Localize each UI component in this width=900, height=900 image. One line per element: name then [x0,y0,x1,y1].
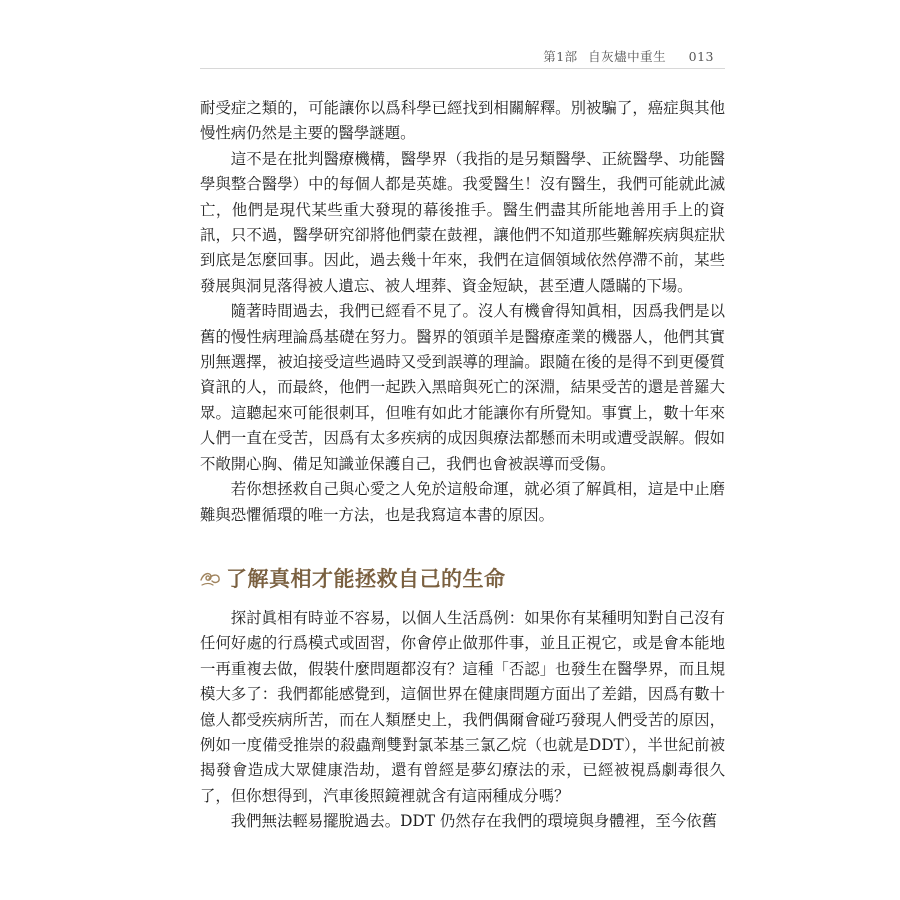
paragraph: 這不是在批判醫療機構，醫學界（我指的是另類醫學、正統醫學、功能醫學與整合醫學）中的每個人都是英雄。我愛醫生！沒有醫生，我們可能就此滅亡，他們是現代某些重大發現的幕後推手。醫生們盡其所能地善用手上的資訊，只不過，醫學研究卻將他們蒙在鼓裡，讓他們不知道那些難解疾病與症狀到底是怎麼回事。因此，過去幾十年來，我們在這個領域依然停滯不前，某些發展與洞見落得被人遺忘、被人埋葬、資金短缺，甚至遭人隱瞞的下場。 [200,149,725,295]
paragraph: 隨著時間過去，我們已經看不見了。沒人有機會得知眞相，因爲我們是以舊的慢性病理論爲基礎在努力。醫界的領頭羊是醫療產業的機器人，他們其實別無選擇，被迫接受這些過時又受到誤導的理論。跟隨在後的是得不到更優質資訊的人，而最終，他們一起跌入黑暗與死亡的深淵，結果受苦的還是普羅大眾。這聽起來可能很刺耳，但唯有如此才能讓你有所覺知。事實上，數十年來人們一直在受苦，因爲有太多疾病的成因與療法都懸而未明或遭受誤解。假如不敞開心胸、備足知識並保護自己，我們也會被誤導而受傷。 [200,302,725,473]
body-text-block [200,96,725,528]
paragraph-continued: 耐受症之類的，可能讓你以爲科學已經找到相關解釋。別被騙了，癌症與其他慢性病仍然是主要的醫學謎題。 [200,99,725,143]
page-number: 013 [688,49,714,64]
fleuron-ornament-icon [198,566,222,590]
header-divider [200,68,725,69]
section-heading [198,560,725,596]
section-text-block [200,606,725,835]
paragraph: 若你想拯救自己與心愛之人免於這般命運，就必須了解眞相，這是中止磨難與恐懼循環的唯一方法，也是我寫這本書的原因。 [200,480,725,524]
header-part-title: 自灰燼中重生 [588,49,667,64]
running-header [543,47,714,65]
header-chapter: 第1部 [543,49,578,64]
paragraph: 探討眞相有時並不容易，以個人生活爲例：如果你有某種明知對自己沒有任何好處的行爲模式或固習，你會停止做那件事，並且正視它，或是會本能地一再重複去做，假裝什麼問題都沒有？這種「否認」也發生在醫學界，而且規模大多了：我們都能感覺到，這個世界在健康問題方面出了差錯，因爲有數十億人都受疾病所苦，而在人類歷史上，我們偶爾會碰巧發現人們受苦的原因，例如一度備受推崇的殺蟲劑雙對氯苯基三氯乙烷（也就是DDT），半世紀前被揭發會造成大眾健康浩劫，還有曾經是夢幻療法的汞，已經被視爲劇毒很久了，但你想得到，汽車後照鏡裡就含有這兩種成分嗎？ [200,609,725,805]
section-heading-text: 了解真相才能拯救自己的生命 [226,567,506,591]
paragraph: 我們無法輕易擺脫過去。DDT 仍然存在我們的環境與身體裡，至今依舊 [230,812,717,831]
